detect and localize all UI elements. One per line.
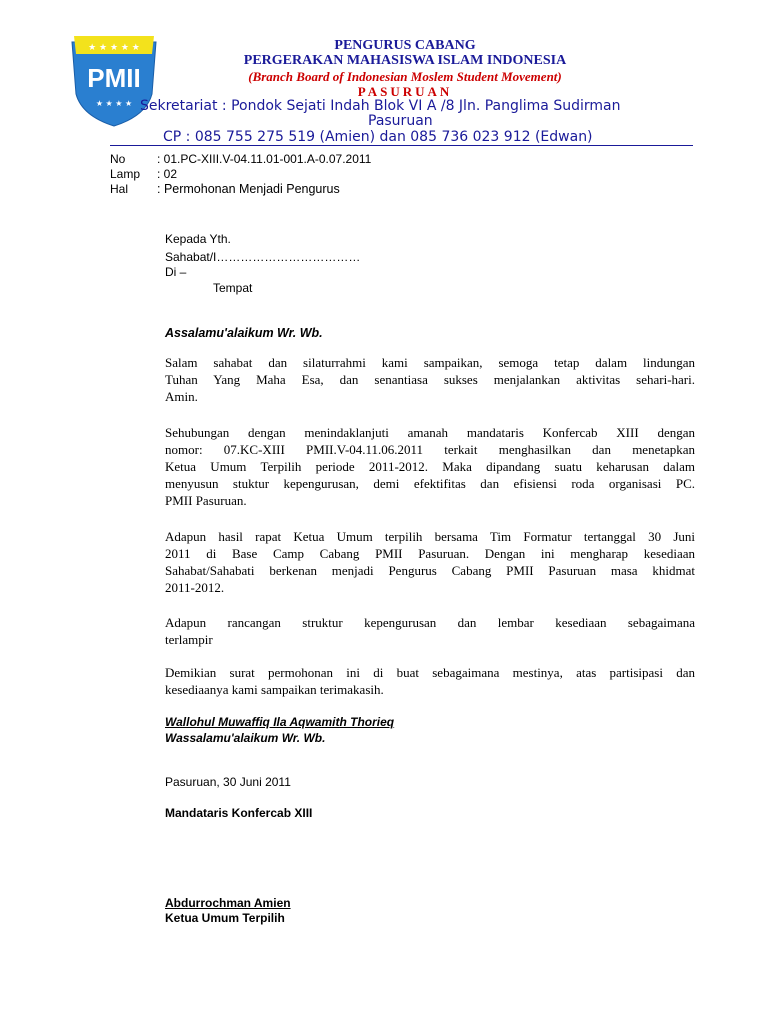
recipient-line-2: Sahabat/I……………………………… — [165, 250, 361, 264]
meta-attachment-value: : 02 — [157, 167, 178, 181]
header-english: (Branch Board of Indonesian Moslem Student Movement) — [248, 69, 562, 84]
meta-subject-label: Hal — [110, 182, 129, 196]
greeting: Assalamu'alaikum Wr. Wb. — [165, 326, 323, 340]
recipient-line-1: Kepada Yth. — [165, 232, 231, 246]
paragraph-1 — [165, 354, 695, 405]
paragraph-line: 2011 di Base Camp Cabang PMII Pasuruan. Dengan ini mengharap kesediaan — [165, 546, 695, 561]
recipient-line-3: Di – — [165, 265, 187, 279]
paragraph-line: Adapun rancangan struktur kepengurusan dan lembar kesediaan sebagaimana — [165, 615, 695, 630]
paragraph-line: 2011-2012. — [165, 580, 225, 595]
paragraph-3 — [165, 528, 695, 596]
meta-attachment-label: Lamp — [110, 167, 141, 181]
paragraph-line: menyusun stuktur kepengurusan, demi efektifitas dan efisiensi roda organisasi PC. — [165, 476, 695, 491]
header-divider — [110, 145, 693, 146]
paragraph-line: Demikian surat permohonan ini di buat sebagaimana mestinya, atas partisipasi dan — [165, 665, 695, 680]
paragraph-4 — [165, 614, 695, 648]
recipient-line-4: Tempat — [213, 281, 253, 295]
logo-text: PMII — [87, 63, 141, 93]
mandate-title: Mandataris Konfercab XIII — [165, 806, 313, 820]
logo-stars-bottom: ★ ★ ★ ★ — [95, 99, 133, 108]
paragraph-line: Tuhan Yang Maha Esa, dan senantiasa sukses menjalankan aktivitas sehari-hari. — [165, 372, 695, 387]
paragraph-line: terlampir — [165, 632, 213, 647]
paragraph-line: nomor: 07.KC-XIII PMII.V-04.11.06.2011 terkait menghasilkan dan menetapkan — [165, 442, 695, 457]
closing-line-1: Wallohul Muwaffiq Ila Aqwamith Thorieq — [165, 715, 395, 729]
header-org: PENGURUS CABANG — [334, 38, 476, 53]
paragraph-line: Sahabat/Sahabati berkenan menjadi Pengurus Cabang PMII Pasuruan masa khidmat — [165, 563, 695, 578]
signer-title: Ketua Umum Terpilih — [165, 911, 285, 925]
paragraph-2 — [165, 424, 695, 509]
header-contact: CP : 085 755 275 519 (Amien) dan 085 736 023 912 (Edwan) — [163, 129, 593, 145]
paragraph-line: Ketua Umum Terpilih periode 2011-2012. Maka dipandang suatu keharusan dalam — [165, 459, 695, 474]
header-address: Sekretariat : Pondok Sejati Indah Blok VI A /8 Jln. Panglima Sudirman — [140, 98, 621, 114]
paragraph-line: Sehubungan dengan menindaklanjuti amanah mandataris Konfercab XIII dengan — [165, 425, 695, 440]
meta-number-label: No — [110, 152, 126, 166]
letter-date: Pasuruan, 30 Juni 2011 — [165, 775, 291, 789]
paragraph-line: Salam sahabat dan silaturrahmi kami sampaikan, semoga tetap dalam lindungan — [165, 355, 695, 370]
paragraph-line: Adapun hasil rapat Ketua Umum terpilih bersama Tim Formatur tertanggal 30 Juni — [165, 529, 695, 544]
paragraph-line: Amin. — [165, 389, 198, 404]
header-org-full: PERGERAKAN MAHASISWA ISLAM INDONESIA — [243, 53, 567, 68]
paragraph-line: PMII Pasuruan. — [165, 493, 247, 508]
meta-number-value: : 01.PC-XIII.V-04.11.01-001.A-0.07.2011 — [157, 152, 372, 166]
closing-line-2: Wassalamu'alaikum Wr. Wb. — [165, 731, 326, 745]
meta-subject-value: : Permohonan Menjadi Pengurus — [157, 182, 340, 196]
paragraph-5 — [165, 664, 695, 698]
paragraph-line: kesediaanya kami sampaikan terimakasih. — [165, 682, 384, 697]
logo-stars-top: ★ ★ ★ ★ ★ — [88, 43, 140, 53]
header-city: PASURUAN — [357, 84, 453, 99]
header-address-city: Pasuruan — [368, 113, 433, 129]
signer-name: Abdurrochman Amien — [165, 896, 291, 910]
